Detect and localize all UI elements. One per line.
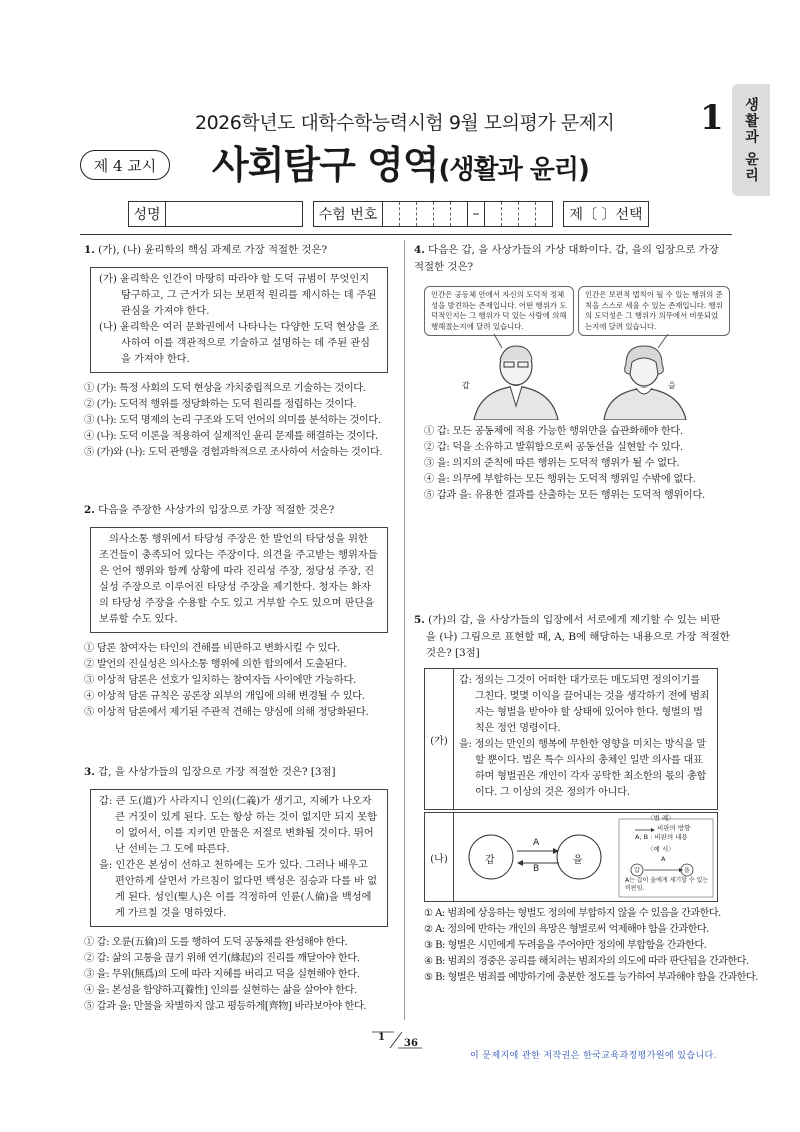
q5-choice-3[interactable]: ③ B: 형벌은 시민에게 두려움을 주어야만 정의에 부합함을 간과한다. — [424, 940, 707, 951]
q2-choice-4[interactable]: ④ 이상적 담론 규칙은 공론장 외부의 개입에 의해 변경될 수 있다. — [84, 690, 365, 702]
q4-stem: 다음은 갑, 을 사상가들의 가상 대화이다. 갑, 을의 입장으로 가장 적절한 것은? — [414, 244, 719, 273]
q4-choice-2[interactable]: ② 갑: 덕을 소유하고 발휘함으로써 공동선을 실현할 수 있다. — [424, 442, 683, 453]
q5-box-na — [424, 812, 718, 902]
exam-number-cells-a[interactable] — [383, 201, 468, 227]
q5-node-eul: 을 — [573, 855, 583, 866]
q3-choice-4[interactable]: ④ 을: 본성을 함양하고[養性] 인의를 실현하는 삶을 살아야 한다. — [84, 984, 357, 996]
q4-number: 4. — [414, 244, 425, 256]
q1-number: 1. — [84, 244, 95, 256]
q5-choice-1[interactable]: ① A: 범죄에 상응하는 형벌도 정의에 부합하지 않을 수 있음을 간과한다. — [424, 908, 721, 919]
q1-box-ga: (가) 윤리학은 인간이 마땅히 따라야 할 도덕 규범이 무엇인지 탐구하고, 그 근거가 되는 보편적 원리를 제시하는 데 주된 관심을 가져야 한다. — [99, 273, 377, 317]
exam-number-cells-b[interactable] — [485, 201, 553, 227]
subject-main: 사회탐구 영역 — [212, 143, 439, 187]
q1-choices — [84, 381, 390, 461]
name-label: 성명 — [128, 201, 166, 227]
q5-choices-wrap — [424, 906, 758, 986]
q5-example-gap: 갑 — [634, 867, 640, 874]
side-tab-label: 생활과 윤리 — [743, 96, 759, 184]
q3-number: 3. — [84, 766, 95, 778]
q3-box-eul: 을: 인간은 본성이 선하고 천하에는 도가 있다. 그러나 배우고 편안하게 살면서 가르침이 없다면 백성은 짐승과 다를 바 없게 된다. 성인(聖人)은 이를 걱정하여 인륜(人倫)을 백성에게 가르칠 것을 명하였다. — [99, 859, 378, 919]
session-badge: 제 4 교시 — [80, 150, 170, 180]
q1-choice-2[interactable]: ② (가): 도덕적 행위를 정당화하는 도덕 원리를 정립하는 것이다. — [84, 398, 357, 410]
q5-choice-5[interactable]: ⑤ B: 형벌은 범죄를 예방하기에 충분한 정도를 능가하여 부과해야 함을 간과한다. — [424, 972, 758, 983]
header-rule — [80, 234, 732, 235]
q4-choice-3[interactable]: ③ 을: 의지의 준칙에 따른 행위는 도덕적 행위가 될 수 없다. — [424, 458, 680, 469]
subject-sub: (생활과 윤리) — [438, 155, 589, 185]
name-field[interactable] — [166, 201, 303, 227]
q3-choice-3[interactable]: ③ 을: 무위(無爲)의 도에 따라 지혜를 버리고 덕을 실현해야 한다. — [84, 968, 360, 980]
q3-choice-2[interactable]: ② 갑: 삶의 고통을 끊기 위해 연기(緣起)의 진리를 깨달아야 한다. — [84, 952, 360, 964]
q4-label-eul: 을 — [668, 381, 676, 390]
info-row — [128, 201, 649, 227]
footer-page-indicator — [372, 1030, 422, 1050]
q4-choice-1[interactable]: ① 갑: 모든 공동체에 적용 가능한 행위만을 습관화해야 한다. — [424, 426, 683, 437]
q5-label-na: (나) — [425, 813, 454, 901]
q4-choice-5[interactable]: ⑤ 갑과 을: 유용한 결과를 산출하는 모든 행위는 도덕적 행위이다. — [424, 490, 705, 501]
page-number: 1 — [700, 98, 724, 138]
q5-box-eul: 을: 정의는 만인의 행복에 무한한 영향을 미치는 방식을 말할 뿐이다. 법은 특수 의사의 총체인 일반 의사를 대표하며 형벌권은 개인이 각자 공탁한 최소한의 몫의 총합이다. 그 이상의 것은 정의가 아니다. — [459, 739, 707, 798]
q3-choices — [84, 935, 390, 1015]
column-divider — [404, 240, 405, 1020]
q5-box-gap: 갑: 정의는 그것이 어떠한 대가로든 매도되면 정의이기를 그친다. 몇몇 이익을 끌어내는 것을 생각하기 전에 범죄자는 형벌을 받아야 할 상태에 있어야 한다. 형벌의 법칙은 정언 명령이다. — [459, 675, 710, 734]
q1-choice-1[interactable]: ① (가): 특정 사회의 도덕 현상을 가치중립적으로 기술하는 것이다. — [84, 382, 366, 394]
q5-choice-2[interactable]: ② A: 정의에 반하는 개인의 욕망은 형벌로써 억제해야 함을 간과한다. — [424, 924, 709, 935]
q5-example-title: 〈예 시〉 — [647, 845, 675, 853]
exam-number-dash: – — [468, 201, 485, 227]
q1-box — [90, 267, 388, 373]
question-3 — [84, 764, 390, 1015]
q1-choice-5[interactable]: ⑤ (가)와 (나): 도덕 관행을 경험과학적으로 조사하여 서술하는 것이다. — [84, 446, 383, 458]
question-4 — [414, 242, 730, 275]
q5-choice-4[interactable]: ④ B: 범죄의 경중은 공리를 해치려는 범죄자의 의도에 따라 판단됨을 간과한다. — [424, 956, 749, 967]
q5-node-gap: 갑 — [485, 855, 495, 866]
q1-stem: (가), (나) 윤리학의 핵심 과제로 가장 적절한 것은? — [98, 244, 328, 256]
q2-number: 2. — [84, 504, 95, 516]
q3-stem: 갑, 을 사상가들의 입장으로 가장 적절한 것은? [3점] — [98, 766, 336, 778]
q2-choice-5[interactable]: ⑤ 이상적 담론에서 제기된 주관적 견해는 양심에 의해 정당화된다. — [84, 706, 369, 718]
q4-choices — [424, 424, 734, 504]
choice-label[interactable]: 제〔 〕선택 — [563, 201, 649, 227]
exam-title: 2026학년도 대학수학능력시험 9월 모의평가 문제지 — [195, 112, 615, 134]
q5-legend-line2: A, B : 비판의 내용 — [635, 833, 688, 841]
q2-box: 의사소통 행위에서 타당성 주장은 한 발언의 타당성을 위한 조건들이 충족되어 있다는 주장이다. 의견을 주고받는 행위자들은 언어 행위와 함께 상황에 따라 진리성 주장, 정당성 주장, 진실성 주장으로 이루어진 타당성 주장을 제기한다. 청자는 화자의 타당성 주장을 수용할 수도 있고 거부할 수도 있으며 판단을 보류할 수도 있다. — [90, 527, 388, 633]
q4-person-eul-illustration — [596, 334, 706, 420]
q2-choice-2[interactable]: ② 발언의 진실성은 의사소통 행위에 의한 합의에서 도출된다. — [84, 658, 347, 670]
q2-choices — [84, 641, 390, 721]
q2-stem: 다음을 주장한 사상가의 입장으로 가장 적절한 것은? — [98, 504, 335, 516]
q4-choice-4[interactable]: ④ 을: 의무에 부합하는 모든 행위는 도덕적 행위일 수밖에 없다. — [424, 474, 696, 485]
q4-label-gap: 갑 — [462, 381, 470, 390]
q1-box-na: (나) 윤리학은 여러 문화권에서 나타나는 다양한 도덕 현상을 조사하여 이를 객관적으로 기술하고 설명하는 데 주된 관심을 가져야 한다. — [99, 321, 379, 365]
q5-choices — [424, 906, 758, 986]
q4-person-gap-illustration — [454, 334, 564, 420]
copyright-notice: 이 문제지에 관한 저작권은 한국교육과정평가원에 있습니다. — [470, 1051, 717, 1061]
footer-total: 36 — [404, 1038, 418, 1049]
question-5 — [414, 612, 730, 662]
q5-number: 5. — [414, 614, 425, 626]
q5-arrow-b: B — [533, 864, 540, 874]
q5-example-caption: A는 갑이 을에게 제기할 수 있는 비판임. — [625, 877, 709, 892]
q2-choice-3[interactable]: ③ 이상적 담론은 선호가 일치하는 참여자들 사이에만 가능하다. — [84, 674, 356, 686]
q5-example-eul: 을 — [684, 867, 690, 874]
q1-choice-4[interactable]: ④ (나): 도덕 이론을 적용하여 실제적인 윤리 문제를 해결하는 것이다. — [84, 430, 378, 442]
q3-box-gap: 갑: 큰 도(道)가 사라지니 인의(仁義)가 생기고, 지혜가 나오자 큰 거짓이 있게 된다. 도는 항상 하는 것이 없지만 되지 못함이 없어서, 이를 지키면 만물은 저절로 변화될 것이다. 뛰어난 선비는 그 도에 따른다. — [99, 795, 377, 855]
exam-number-label: 수험 번호 — [313, 201, 383, 227]
footer-page: 1 — [378, 1032, 385, 1043]
q2-choice-1[interactable]: ① 담론 참여자는 타인의 견해를 비판하고 변화시킬 수 있다. — [84, 642, 340, 654]
q5-label-ga: (가) — [425, 669, 454, 809]
subject-side-tab — [732, 84, 770, 196]
q5-stem: (가)의 갑, 을 사상가들의 입장에서 서로에게 제기할 수 있는 비판을 (나) 그림으로 표현할 때, A, B에 해당하는 내용으로 가장 적절한 것은? [3점] — [426, 614, 730, 659]
q5-example-arrow: A — [661, 855, 666, 863]
q5-legend-line1: 비판의 방향 — [657, 824, 691, 832]
q5-arrow-a: A — [533, 838, 540, 848]
q5-box-ga — [424, 668, 718, 810]
q4-bubble-eul: 인간은 보편적 법칙이 될 수 있는 행위의 준칙을 스스로 세울 수 있는 존재입니다. 행위의 도덕성은 그 행위가 의무에서 비롯되었는지에 달려 있습니다. — [578, 286, 730, 336]
question-1 — [84, 242, 390, 461]
q4-choices-wrap — [424, 424, 734, 504]
q4-bubble-gap: 인간은 공동체 안에서 자신의 도덕적 정체성을 발견하는 존재입니다. 어떤 행위가 도덕적인지는 그 행위가 덕 있는 사람에 의해 행해졌는지에 달려 있습니다. — [424, 286, 574, 336]
q1-choice-3[interactable]: ③ (나): 도덕 명제의 논리 구조와 도덕 언어의 의미를 분석하는 것이다. — [84, 414, 381, 426]
q3-choice-1[interactable]: ① 갑: 오륜(五倫)의 도를 행하여 도덕 공동체를 완성해야 한다. — [84, 936, 348, 948]
q3-choice-5[interactable]: ⑤ 갑과 을: 만물을 차별하지 않고 평등하게[齊物] 바라보아야 한다. — [84, 1000, 367, 1012]
question-2 — [84, 502, 390, 721]
q5-legend-title: 〈범 례〉 — [647, 814, 675, 822]
q3-box — [90, 789, 388, 927]
subject-title — [212, 134, 589, 189]
